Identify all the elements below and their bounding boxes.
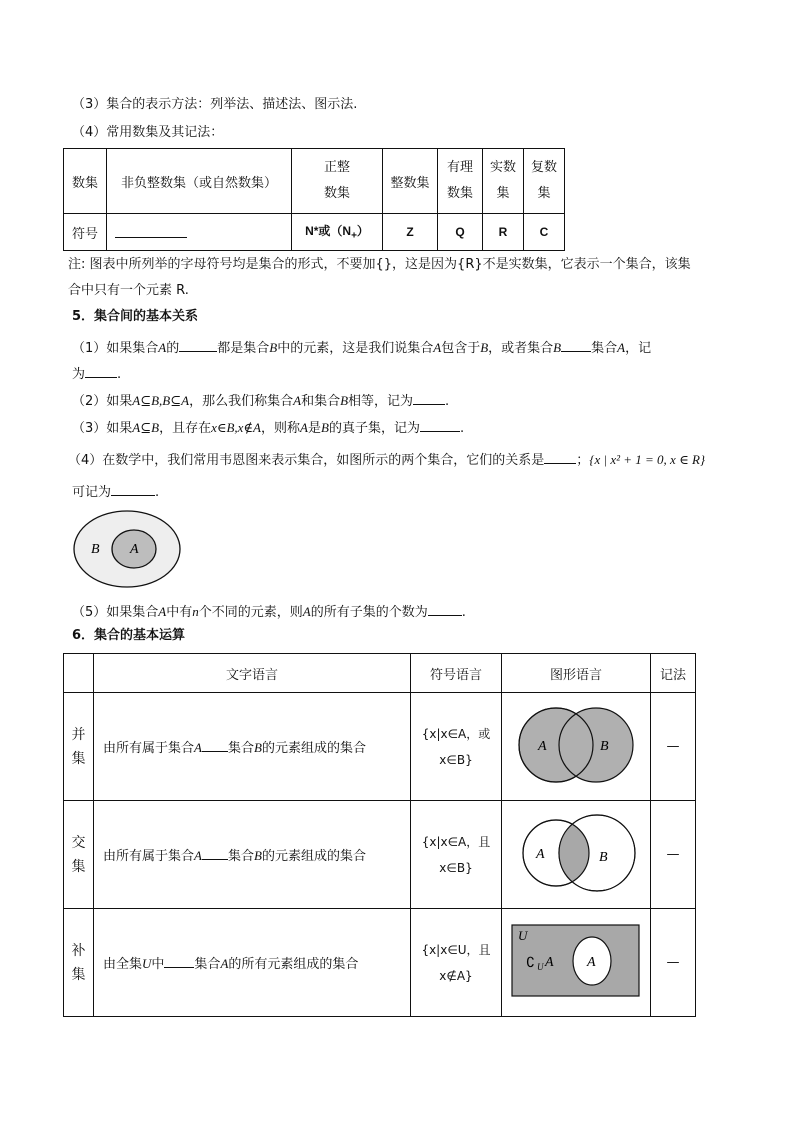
complement-figure [502, 909, 651, 1017]
venn-subset-diagram [72, 508, 184, 590]
venn-union [511, 701, 641, 789]
section-6-heading: 6．集合的基本运算 [72, 628, 186, 643]
cell-header: 复数 集 [524, 149, 565, 214]
complement-notation: — [651, 909, 696, 1017]
intersection-description: 由所有属于集合A 集合B的元素组成的集合 [94, 801, 411, 909]
row-label-complement: 补 集 [64, 909, 94, 1017]
row-union [64, 693, 696, 801]
cell-header: 实数 集 [483, 149, 524, 214]
section-5-heading: 5．集合间的基本关系 [72, 309, 199, 324]
blank-natural [107, 214, 292, 251]
intersection-label-a: A [536, 846, 545, 862]
s5-item-2: （2）如果A⊆B,B⊆A，那么我们称集合A和集合B相等，记为 . [72, 390, 449, 411]
venn-intersection [511, 809, 641, 897]
s5-item-4-cont: 可记为 . [72, 481, 159, 502]
union-label-b: B [600, 738, 609, 754]
cell-header: 数集 [64, 149, 107, 214]
intersection-symbol: {x|x∈A，且 x∈B} [411, 801, 502, 909]
cell-header: 非负整数集（或自然数集） [107, 149, 292, 214]
union-description: 由所有属于集合A 集合B的元素组成的集合 [94, 693, 411, 801]
cell-symbol-q: Q [438, 214, 483, 251]
row-complement [64, 909, 696, 1017]
set-operations-table [63, 653, 696, 1017]
row-label-intersection: 交 集 [64, 801, 94, 909]
cell-symbol-r: R [483, 214, 524, 251]
intersection-figure [502, 801, 651, 909]
cell-symbol-c: C [524, 214, 565, 251]
complement-symbol-c: ∁ [526, 954, 535, 971]
cell-symbol-z: Z [383, 214, 438, 251]
complement-label-ua: A [545, 954, 554, 970]
note-line-1: 注: 图表中所列举的字母符号均是集合的形式，不要加{}，这是因为{R}不是实数集，它表示一个集合，该集 [68, 257, 691, 272]
complement-symbol: {x|x∈U，且 x∉A} [411, 909, 502, 1017]
union-symbol: {x|x∈A，或 x∈B} [411, 693, 502, 801]
cell-header: 整数集 [383, 149, 438, 214]
header-text-language: 文字语言 [94, 654, 411, 693]
venn-complement [510, 923, 642, 999]
s5-item-1: （1）如果集合A的 都是集合B中的元素，这是我们说集合A包含于B，或者集合B 集合A，记 [72, 337, 651, 358]
cell-header: 有理 数集 [438, 149, 483, 214]
universal-label-u: U [518, 927, 528, 943]
note-line-2: 合中只有一个元素 R. [68, 283, 189, 298]
union-notation: — [651, 693, 696, 801]
venn-label-a: A [130, 542, 139, 557]
row-intersection [64, 801, 696, 909]
cell-label: 符号 [64, 214, 107, 251]
s5-item-1-cont: 为 . [72, 363, 121, 384]
complement-sub-u: U [537, 961, 544, 972]
s5-item-3: （3）如果A⊆B，且存在x∈B,x∉A，则称A是B的真子集，记为 . [72, 417, 464, 438]
s5-item-4: （4）在数学中，我们常用韦恩图来表示集合，如图所示的两个集合，它们的关系是 ；{x | x² + 1 = 0, x ∈ R} [68, 449, 705, 470]
union-figure [502, 693, 651, 801]
complement-inner-label-a: A [587, 954, 596, 970]
header-figure-language: 图形语言 [502, 654, 651, 693]
cell-header: 正整 数集 [292, 149, 383, 214]
header-notation: 记法 [651, 654, 696, 693]
complement-description: 由全集U中 集合A的所有元素组成的集合 [94, 909, 411, 1017]
header-symbol-language: 符号语言 [411, 654, 502, 693]
header-blank [64, 654, 94, 693]
s5-item-5: （5）如果集合A中有n个不同的元素，则A的所有子集的个数为 . [72, 601, 466, 622]
intersection-notation: — [651, 801, 696, 909]
number-sets-table [63, 148, 565, 251]
row-label-union: 并 集 [64, 693, 94, 801]
item-4: （4）常用数集及其记法： [72, 125, 224, 140]
union-label-a: A [538, 738, 547, 754]
item-3: （3）集合的表示方法：列举法、描述法、图示法. [72, 97, 358, 112]
union-circle-b [559, 708, 633, 782]
venn-label-b: B [91, 542, 100, 557]
intersection-label-b: B [599, 849, 608, 865]
cell-symbol-npos: N*或$(N_+)$ [292, 214, 383, 251]
